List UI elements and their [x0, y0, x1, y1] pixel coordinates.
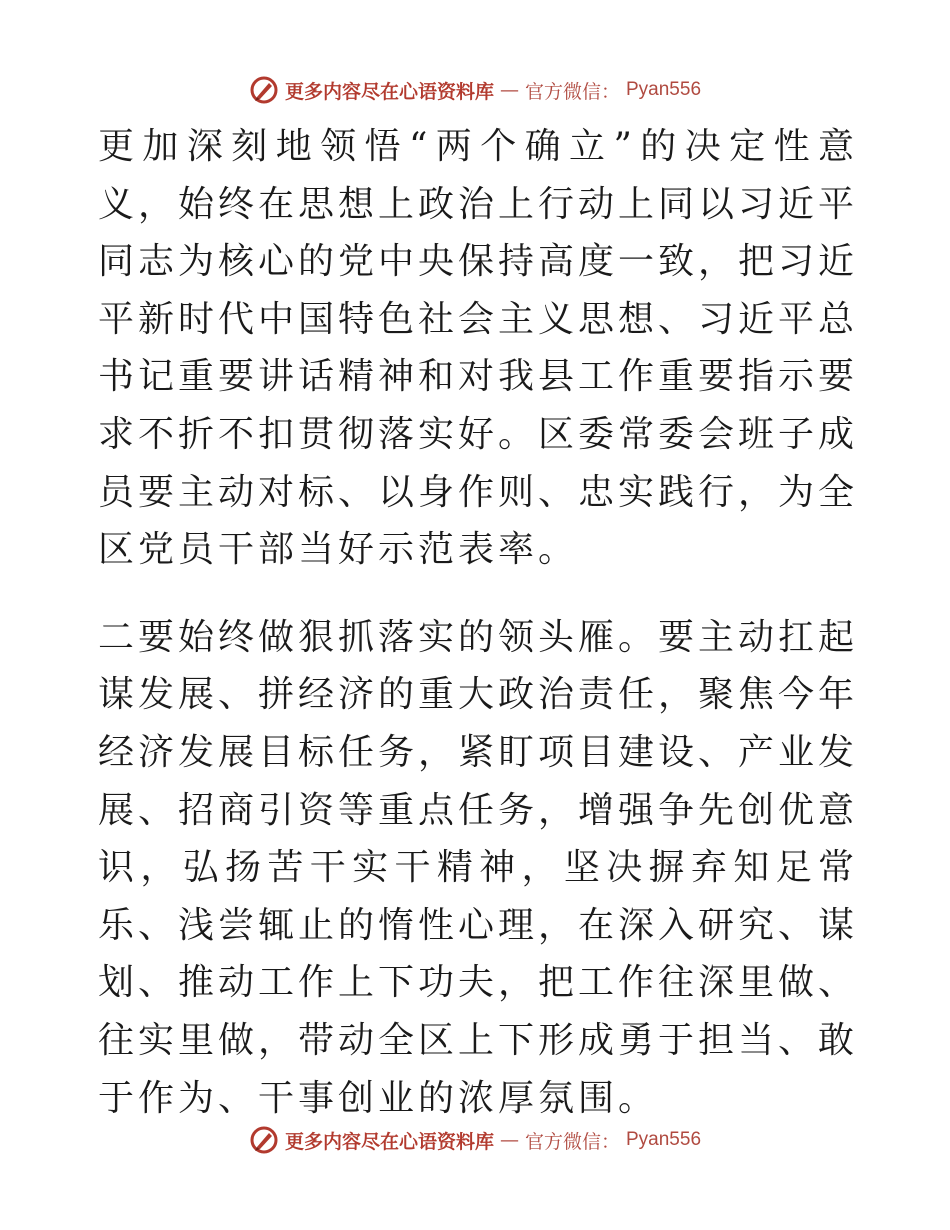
pen-seal-logo-icon	[249, 75, 279, 105]
watermark-wechat-label: 官方微信：	[524, 1130, 620, 1153]
watermark-separator: —	[499, 79, 519, 101]
watermark-main-text: 更多内容尽在心语资料库	[284, 80, 494, 103]
document-body	[98, 118, 858, 1127]
watermark-wechat-label: 官方微信：	[524, 80, 620, 103]
watermark-main-text: 更多内容尽在心语资料库	[284, 1130, 494, 1153]
watermark-wechat-id: Pyan556	[626, 79, 702, 100]
watermark-separator: —	[499, 1129, 519, 1151]
watermark-wechat-id: Pyan556	[626, 1129, 702, 1150]
pen-seal-logo-icon	[249, 1125, 279, 1155]
paragraph-2: 二要始终做狠抓落实的领头雁。要主动扛起谋发展、拼经济的重大政治责任，聚焦今年经济发展目标任务，紧盯项目建设、产业发展、招商引资等重点任务，增强争先创优意识，弘扬苦干实干精神，坚决摒弃知足常乐、浅尝辄止的惰性心理，在深入研究、谋划、推动工作上下功夫，把工作往深里做、往实里做，带动全区上下形成勇于担当、敢于作为、干事创业的浓厚氛围。	[98, 616, 859, 1119]
footer-watermark	[0, 1120, 950, 1160]
paragraph-1: 更加深刻地领悟“两个确立”的决定性意义，始终在思想上政治上行动上同以习近平同志为核心的党中央保持高度一致，把习近平新时代中国特色社会主义思想、习近平总书记重要讲话精神和对我县工作重要指示要求不折不扣贯彻落实好。区委常委会班子成员要主动对标、以身作则、忠实践行，为全区党员干部当好示范表率。	[98, 126, 859, 571]
header-watermark	[0, 70, 950, 110]
